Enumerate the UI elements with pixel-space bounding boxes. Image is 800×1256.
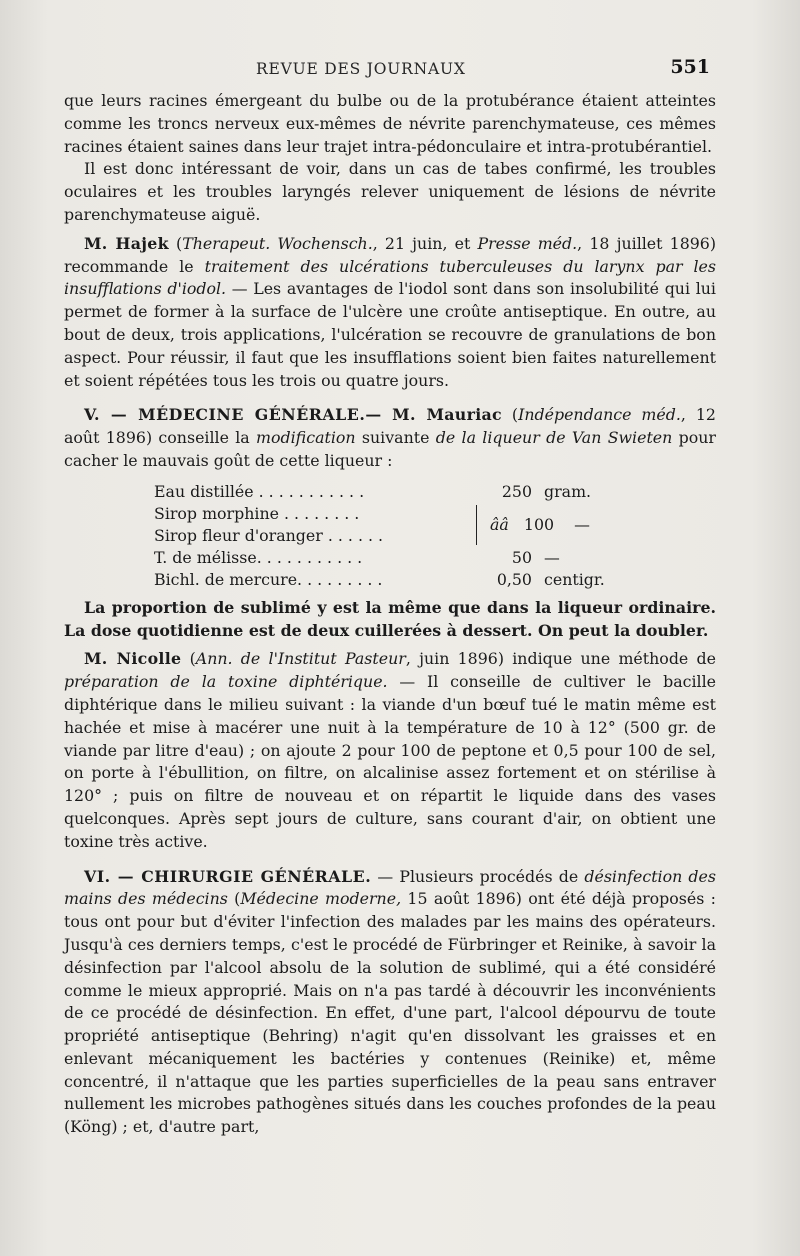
citation-therapeut: Therapeut. Wochensch. [182, 233, 373, 253]
brace-label: ââ [490, 514, 509, 534]
formula-table [154, 481, 654, 591]
paragraph-sublime: La proportion de sublimé y est la même que dans la liqueur ordinaire. La dose quotidienne est de deux cuillerées à dessert. On peut la doubler. [64, 597, 716, 640]
brace-qty: 100 [523, 514, 555, 534]
ingredient-qty: 50 [511, 547, 532, 567]
ingredient-qty: 0,50 [496, 569, 532, 589]
formula-row [154, 481, 654, 503]
ingredient-name: Eau distillée . . . . . . . . . . . [154, 481, 365, 501]
citation-pasteur: Ann. de l'Institut Pasteur [195, 649, 406, 669]
subject-desinfection: désinfection des mains des médecins [64, 866, 716, 909]
author-nicolle: M. Nicolle [84, 649, 182, 669]
article-body [64, 90, 716, 1139]
ingredient-name: Sirop fleur d'oranger . . . . . . [154, 525, 384, 545]
paragraph-section-vi [64, 866, 716, 1140]
paragraph-nicolle: M. Nicolle (Ann. de l'Institut Pasteur, juin 1896) indique une méthode de préparation de la toxine diphtérique. — Il conseille de cultiver le bacille diphtérique dans le milieu suivant : la viande d'un bœuf tué le matin même est hachée et mise à macérer une nuit à la température de 10 à 12° (500 gr. de viande par litre d'eau) ; on ajoute 2 pour 100 de peptone et 0,5 pour 100 de sel, on porte à l'ébullition, on filtre, on alcalinise assez fortement et on stérilise à 120° ; puis on filtre de nouveau et on répartit le liquide dans des vases quelconques. Après sept jours de culture, sans courant d'air, on obtient une toxine très active. [64, 649, 716, 851]
text: — Plusieurs procédés de [371, 866, 585, 886]
text: , 21 juin, et [372, 233, 478, 253]
text: — Il conseille de cultiver le bacille diphtérique dans le milieu suivant : la viande d'un bœuf tué le matin même est hachée et mise à macérer une nuit à la température de 10 à 12° (500 gr. de viande par litre d'eau) ; on ajoute 2 pour 100 de peptone et 0,5 pour 100 de sel, on porte à l'ébullition, on filtre, on alcalinise assez fortement et on stérilise à 120° ; puis on filtre de nouveau et on répartit le liquide dans des vases quelconques. Après sept jours de culture, sans courant d'air, on obtient une toxine très active. [64, 672, 716, 851]
formula-row [154, 503, 472, 525]
running-title: REVUE DES JOURNAUX [256, 60, 466, 78]
paragraph-continuation: que leurs racines émergeant du bulbe ou de la protubérance étaient atteintes comme les troncs nerveux eux-mêmes de névrite parenchymateuse, ces mêmes racines étaient saines dans leur trajet intra-pédonculaire et intra-protubérantiel. [64, 91, 716, 156]
section-vi-heading: VI. — CHIRURGIE GÉNÉRALE. [84, 866, 372, 886]
citation-medecine-moderne: Médecine moderne, [240, 889, 402, 909]
brace-quantity [490, 514, 590, 536]
section-v-heading: V. — MÉDECINE GÉNÉRALE. [84, 405, 366, 425]
citation-independance: Indépendance méd. [518, 405, 681, 425]
ingredient-unit: — [544, 547, 560, 567]
paragraph-hajek: M. Hajek (Therapeut. Wochensch., 21 juin, et Presse méd., 18 juillet 1896) recommande le traitement des ulcérations tuberculeuses du larynx par les insufflations d'iodol. — Les avantages de l'iodol sont dans son insolubilité qui lui permet de former à la surface de l'ulcère une croûte antiseptique. En outre, au bout de deux, trois applications, l'ulcération se recouvre de granulations de bon aspect. Pour réussir, il faut que les insufflations soient bien faites naturellement et soient répétées tous les trois ou quatre jours. [64, 233, 717, 390]
author-hajek: M. Hajek [84, 233, 169, 253]
ingredient-name: T. de mélisse. . . . . . . . . . . [154, 547, 363, 567]
brace-unit: — [574, 514, 590, 534]
ingredient-name: Sirop morphine . . . . . . . . [154, 503, 360, 523]
paragraph-section-v: V. — MÉDECINE GÉNÉRALE.— M. Mauriac (Indépendance méd., 12 août 1896) conseille la modification suivante de la liqueur de Van Swieten pour cacher le mauvais goût de cette liqueur : [64, 405, 716, 470]
subject-modification: modification [256, 428, 356, 448]
text: pour cacher le mauvais goût de cette liqueur : [64, 428, 716, 470]
text: suivante [355, 428, 436, 448]
subject-hajek: traitement des ulcérations tuberculeuses du larynx par les insufflations d'iodol. [64, 256, 717, 299]
ingredient-name: Bichl. de mercure. . . . . . . . . [154, 569, 383, 589]
formula-row [154, 525, 472, 547]
brace-group [154, 503, 654, 547]
ingredient-unit: centigr. [544, 569, 605, 589]
citation-presse: Presse méd. [477, 233, 578, 253]
page-number: 551 [670, 56, 710, 78]
text: ( [227, 889, 241, 909]
formula-row [154, 569, 654, 591]
page-header [64, 50, 716, 90]
ingredient-qty: 250 [501, 481, 532, 501]
text: , 18 juillet 1896) recommande le [64, 233, 717, 276]
text: 15 août 1896) ont été déjà proposés : tous ont pour but d'éviter l'infection des malades par les mains des opérateurs. Jusqu'à ces derniers temps, c'est le procédé de Fürbringer et Reinike, à savoir la désinfection par l'alcool absolu de la solution de sublimé, qui a été considéré comme le mieux approprié. Mais on n'a pas tardé à découvrir les inconvénients de ce procédé de désinfection. En effet, d'une part, l'alcool dépourvu de toute propriété antiseptique (Behring) n'agit qu'en dissolvant les graisses et en enlevant mécaniquement les bactéries y contenues (Reinike) et, même concentré, il n'attaque que les parties superficielles de la peau sans entraver nullement les microbes pathogènes situés dans les couches profondes de la peau (Köng) ; et, d'autre part, [64, 889, 716, 1137]
text: — Les avantages de l'iodol sont dans son insolubilité qui lui permet de former à la surface de l'ulcère une croûte antiseptique. En outre, au bout de deux, trois applications, l'ulcération se recouvre de granulations de bon aspect. Pour réussir, il faut que les insufflations soient bien faites naturellement et soient répétées tous les trois ou quatre jours. [64, 279, 716, 390]
author-mauriac: — M. Mauriac [365, 405, 502, 425]
ingredient-unit: gram. [544, 481, 592, 501]
subject-van-swieten: de la liqueur de Van Swieten [435, 428, 673, 448]
formula-row [154, 547, 654, 569]
text: , juin 1896) indique une méthode de [405, 649, 716, 669]
subject-toxine: préparation de la toxine diphtérique. [64, 672, 388, 692]
brace [476, 505, 481, 545]
paragraph-tabes: Il est donc intéressant de voir, dans un cas de tabes confirmé, les troubles oculaires et les troubles laryngés relever uniquement de lésions de névrite parenchymateuse aiguë. [64, 159, 716, 224]
text: , 12 août 1896) conseille la [64, 405, 716, 448]
